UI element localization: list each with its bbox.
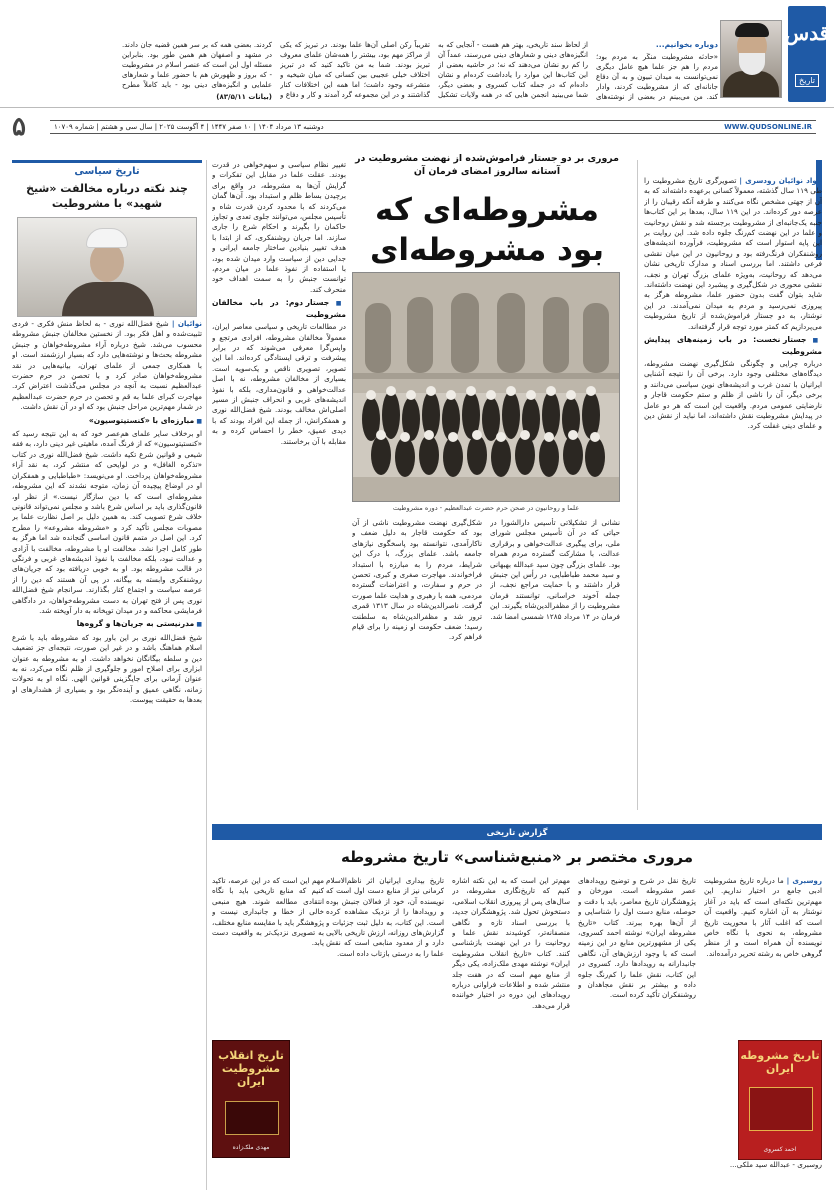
logo-sub: تاریخ: [795, 74, 819, 87]
sidebar-article: [12, 160, 202, 1190]
main-column-photo-left: [490, 518, 620, 808]
sidebar-photo: [17, 217, 197, 317]
sidebar-byline: نوائیان |: [171, 319, 202, 328]
historic-group-photo: [352, 272, 620, 502]
sidebar-subhead-1: ■ مبارزه‌ای با «کنستیتوسیون»: [12, 416, 202, 427]
quote-col-3: تقریباً رکن اصلی آن‌ها علما بودند. در تبریز که یکی از مراکز مهم بود، بیشتر را همه‌شان علمای معروف تبریز بودند. شما به من تاکید کنید که در تبریز اختلاف خیلی عجیبی بین کسانی که میان شیخیه و متشرعه وجود داشت؛ اما همه این اختلافات کنار گذاشتند و در این مجموعه گرد آمدند و کار و دفاع و: [280, 41, 430, 99]
book-cover-malekzadeh: [212, 1040, 290, 1158]
report-byline: روسبری |: [786, 876, 822, 885]
report-column-4: [326, 876, 444, 1176]
book1-title: تاریخ مشروطه ایران: [740, 1049, 820, 1075]
report-paragraph-5: مهم این است که در این عرصه، تاکید کنیم که منابع تاریخی باید با نگاه انتقادی مطالعه شوند. هیچ منبعی خالی از خطا و جانبداری نیست و پژوهشگر باید با مقایسه منابع مختلف، به تصویری نزدیک‌تر به واقعیت دست یابد.: [212, 876, 324, 948]
quote-text: «حادثه مشروطیت منکَر به مردم بود؛ مردم را هم جز علما هیچ عامل دیگری نمی‌توانست به میدان تبیون و به آن دفاع جانانه‌ای که از مشروطیت کردند، وادار کند. من می‌بینم در بعضی از نوشته‌های: [596, 53, 718, 101]
main-byline: جواد نوائیان رودسری |: [739, 176, 822, 185]
report-paragraph-2: تاریخ نقل در شرح و توضیح رویدادهای عصر مشروطه است. مورخان و پژوهشگران تاریخ معاصر، باید با دقت و حوصله، منابع دست اول را شناسایی و از آن‌ها بهره ببرند. کتاب «تاریخ مشروطه ایران» نوشته احمد کسروی، یکی از مشهورترین منابع در این زمینه است که با وجود ارزش‌های آن، نگاهی جانبدارانه به رویدادها دارد. کسروی در این کتاب، نقش علما را کم‌رنگ جلوه داده و بیشتر بر نقش مجاهدان و روشنفکران تأکید کرده است.: [578, 876, 696, 1000]
newspaper-logo[interactable]: [784, 6, 830, 102]
report-column-6: [704, 1160, 822, 1190]
main-paragraph-6: نشانی از تشکیلاتی تأسیس دارالشورا در حیاتی که در آن تأسیس مجلس شورای ملی، برای پیگیری عدالت‌خواهی و برقراری عدالت، با مشارکت گسترده مردم همراه بود. علمای بزرگی چون سید عبدالله بهبهانی و سید محمد طباطبایی، در رأس این جنبش قرار داشتند و با حمایت مراجع نجف، از جمله آخوند خراسانی، توانستند فرمان مشروطیت را از مظفرالدین‌شاه بگیرند. این فرمان در ۱۴ مرداد ۱۲۸۵ شمسی امضا شد.: [490, 518, 620, 621]
dateline-text: دوشنبه ۱۳ مرداد ۱۴۰۴ | ۱۰ صفر ۱۴۴۷ | ۴ آگوست ۲۰۲۵ | سال سی و هشتم | شماره ۱۰۷۰۹: [54, 123, 324, 131]
report-paragraph-3: مهم‌تر این است که به این نکته اشاره کنیم که تاریخ‌نگاری مشروطه، در سال‌های پس از پیروزی انقلاب اسلامی، دستخوش تحول شد. پژوهشگران جدید، با بررسی اسناد تازه و نگاهی منصفانه‌تر، کوشیدند نقش علما و روحانیت را در این نهضت بازشناسی کنند. کتاب «تاریخ انقلاب مشروطیت ایران» نوشته مهدی ملک‌زاده، یکی دیگر از منابع مهم است که در هفت جلد منتشر شده و اطلاعات فراوانی درباره رویدادهای این دوره در اختیار خواننده قرار می‌دهد.: [452, 876, 570, 1010]
main-subhead-2: ■ جستار دوم: در باب مخالفان مشروطیت: [212, 298, 346, 320]
report-column-1: [704, 876, 822, 1040]
sidebar-paragraph-3: شیخ فضل‌الله نوری بر این باور بود که مشروطه باید با شرع اسلام هماهنگ باشد و در غیر این صورت، نتیجه‌ای جز تضعیف دین و سلطه بیگانگان نخواهد داشت. او به مشروطه به عنوان ابزاری برای اصلاح امور و جلوگیری از ظلم نگاه می‌کرد، نه به عنوان آرمانی برای جایگزینی قوانین الهی. نگاه او به تحولات زمانه، نگاهی عمیق و آینده‌نگر بود و بسیاری از هشدارهای او بعدها به حقیقت پیوست.: [12, 632, 202, 705]
main-column-photo-right: [352, 518, 482, 808]
page-number: ۵: [12, 112, 26, 142]
main-subhead-1: ■ جستار نخست: در باب زمینه‌های پیدایش مشروطیت: [644, 335, 822, 357]
main-upper-title: مروری بر دو جستار فراموش‌شده از نهضت مشروطیت در آستانه سالروز امضای فرمان آن: [355, 153, 619, 177]
sidebar-kicker: تاریخ سیاسی: [12, 160, 202, 177]
sidebar-subhead-2: ■ مدرنیستی به جریان‌ها و گروه‌ها: [12, 619, 202, 630]
report-column-3: [452, 876, 570, 1176]
dateline-bar: [50, 120, 816, 134]
report-paragraph-6: روسبری - عبدالله سید ملکی...: [729, 1160, 822, 1169]
main-column-left: [212, 160, 346, 808]
main-column-right: [644, 176, 822, 806]
main-paragraph-1: تصویرگری تاریخ مشروطیت را طی ۱۱۹ سال گذشته، معمولاً کسانی برعهده داشته‌اند که به آن از جهتی مشخص نگاه می‌کنند و طرفه آنکه رقیبان را از عرصه دور کرده‌اند. در این ۱۱۹ سال، بعدها بر این کتاب‌ها جنبه یک‌جانبه‌ای از مشروطیت برجسته شد و نقش روحانیت و علما در این نهضت کم‌رنگ جلوه داده شد. این روایت بر این پایه استوار است که مشروطیت، فرآورده اندیشه‌های روشنفکران فرنگ‌رفته بود و روحانیون در این میان نقشی فرعی داشتند. اما بررسی اسناد و مدارک تاریخی نشان می‌دهد که روحانیت، به‌ویژه علمای بزرگ تهران و نجف، نقشی محوری در شکل‌گیری و پیشبرد این نهضت داشته‌اند. شاید بتوان گفت بدون حضور علما، مشروطه هرگز به پیروزی نمی‌رسید و مردم به میدان نمی‌آمدند. در این نوشتار، به دو جستار فراموش‌شده از تاریخ مشروطیت می‌پردازیم که کمتر مورد توجه قرار گرفته‌اند.: [644, 176, 822, 331]
sidebar-paragraph-2: او برخلاف سایر علمای هم‌عصر خود که به این نتیجه رسید که «کنستیتوسیون» که از فرنگ آمده، ماهیتی غیر دینی دارد، به فقه شیعی و قوانین شرع تکیه داشت. شیخ فضل‌الله نوری در کتاب «تذکره الغافل» و در لوایحی که منتشر کرد، به نقد آراء مشروطه‌خواهان پرداخت. او می‌نویسد: «طباطبایی و همفکران او در اوضاع پیچیده آن زمان، متوجه نشدند که این مشروطه، مشروطه‌ای است که با دین سازگار نیست.» از نظر او، قانون‌گذاری باید بر اساس شرع باشد و مجلس نمی‌تواند قانونی خلاف شرع تصویب کند. به همین دلیل بر اصل نظارت علما بر مصوبات مجلس تأکید کرد و «مشروطه مشروعه» را مطرح کرد. این اصل در متمم قانون اساسی گنجانده شد اما هرگز به طور کامل اجرا نشد. مخالفت او با مشروطه، مخالفت با آزادی و عدالت نبود، بلکه مخالفت با نفوذ اندیشه‌های غربی و فرنگی در قالب مشروطه بود. او به خوبی دریافته بود که جریان‌های روشنفکری وابسته به بیگانه، در پی آن هستند که دین را از عرصه سیاست و اجتماع کنار بگذارند. سرانجام شیخ فضل‌الله نوری پس از فتح تهران به دست مشروطه‌خواهان، در دادگاهی فرمایشی محاکمه و در میدان توپخانه به دار آویخته شد.: [12, 429, 202, 615]
quote-title: دوباره بخوانیم...: [655, 40, 718, 49]
report-paragraph-1: ما درباره تاریخ مشروطیت ادبی جامع در اختیار نداریم. این مهم‌ترین نکته‌ای است که باید در آغاز نوشتار به آن اشاره کنیم. واقعیت آن است که اغلب آثار با محوریت تاریخ مشروطه، به نحوی با نگاه خاص نویسنده آن همراه است و از منظر گروهی خاص به رشته تحریر درآمده‌اند.: [704, 876, 822, 958]
leader-photo: [720, 20, 782, 98]
book-cover-kasravi: [738, 1040, 822, 1160]
photo-caption: علما و روحانیون در صحن حرم حضرت عبدالعظیم - دوره مشروطیت: [392, 504, 580, 512]
report-kicker-bar: گزارش تاریخی: [212, 824, 822, 840]
quote-col-2: از لحاظ سند تاریخی، بهتر هم هست - آنجایی که به انگیزه‌های دینی و شعارهای دینی می‌رسند، عمداً آن را کم رو نشان می‌دهند که نه؛ در حاشیه بعضی از این کتاب‌ها این موارد را یادداشت کرده‌ام و نشان داده‌ام که در جمله کتاب کسروی و بعضی دیگر، شما می‌بینید انجمن هایی که در همه ولایات تشکیل: [438, 41, 588, 99]
main-paragraph-4: در مطالعات تاریخی و سیاسی معاصر ایران، معمولاً مخالفان مشروطه، افرادی مرتجع و واپس‌گرا معرفی می‌شوند که در برابر پیشرفت و ترقی ایستادگی کرده‌اند. اما این تصویر، تصویری ناقص و یک‌سویه است. بسیاری از مخالفان مشروطه، نه با اصل عدالت‌خواهی و قانون‌مداری، بلکه با نفوذ اندیشه‌های غربی و انحراف جنبش از مسیر اصلی‌اش مخالف بودند. شیخ فضل‌الله نوری و همفکرانش، از جمله این افراد بودند که با دیدی عمیق، خطر را احساس کرده و به مقابله با آن برخاستند.: [212, 322, 346, 446]
logo-text: قدس: [784, 20, 830, 45]
top-strip: [0, 0, 834, 108]
main-title[interactable]: مشروطه‌ای که بود مشروطه‌ای: [369, 192, 605, 268]
book1-author: احمد کسروی: [763, 1146, 797, 1153]
quote-source: (بیانات ۸۳/۵/۱۱): [216, 93, 272, 101]
main-paragraph-2: درباره چرایی و چگونگی شکل‌گیری نهضت مشروطه، دیدگاه‌های مختلفی وجود دارد. برخی آن را نتیجه آشنایی ایرانیان با تمدن غرب و اندیشه‌های نوین سیاسی می‌دانند و برخی دیگر، آن را ناشی از ظلم و ستم حکومت قاجار و نارضایتی عمومی مردم. واقعیت این است که هر دو عامل در پیدایش مشروطیت نقش داشته‌اند، اما نباید از نقش دین و علمای دینی غفلت کرد.: [644, 358, 822, 431]
book2-author: مهدی ملک‌زاده: [232, 1144, 270, 1151]
sidebar-title[interactable]: چند نکته درباره مخالفت «شیخ شهید» با مشروطیت: [26, 182, 188, 210]
sidebar-paragraph-1: شیخ فضل‌الله نوری - به لحاظ منش فکری - فردی تثبیت‌شده و اهل فکر بود. از نخستین مخالفان جنبش مشروطه محسوب می‌شد. شیخ درباره آراء مشروطه‌خواهان و جنبش مشروطه بحث‌ها و نوشته‌هایی دارد که بسیار ارزشمند است. او با همکاری جمعی از علمای تهران، بیانیه‌هایی در نقد مشروطه‌خواهان صادر کرد و با تحصن در حرم حضرت عبدالعظیم نسبت به آنچه در مجلس می‌گذشت اعتراض کرد. مهاجرت کبرای علما به قم و تحصن در حرم حضرت عبدالعظیم در شمار مهم‌ترین مراحل جنبش بود که او در آن نقش داشت.: [12, 319, 202, 412]
quote-col-4: کردند. بعضی همه که بر سر همین قضیه جان دادند. در مشهد و اصفهان هم همین طور بود. بنابراین مسئله اول این است که عنصر اسلام در مشروطیت - که بروز و ظهورش هم با حضور علما و شعارهای علمایی و انگیزه‌های دینی بود - باید کاملاً مطرح: [122, 41, 272, 89]
report-column-5: [212, 876, 324, 1036]
report-title[interactable]: مروری مختصر بر «منبع‌شناسی» تاریخ مشروطه: [340, 848, 694, 866]
report-paragraph-4: تاریخ بیداری ایرانیان اثر ناظم‌الاسلام کرمانی نیز از منابع دست اول است که نویسنده آن، خود از فعالان جنبش بوده و رویدادها را از نزدیک مشاهده کرده است. این کتاب، به دلیل ثبت جزئیات و گزارش‌های روزانه، ارزش تاریخی بالایی دارد و از معدود منابعی است که نقش علما را به درستی بازتاب داده است.: [326, 876, 444, 958]
main-paragraph-3: تغییر نظام سیاسی و سهم‌خواهی در قدرت بودند. عقلت علما در مقابل این تفکرات و گرایش آن‌ها به مشروطه، در واقع برای برچیدن بساط ظلم و استبداد بود. آن‌ها گمان می‌کردند که با محدود کردن قدرت شاه و تأسیس مجلس، می‌توانند جلوی تعدی و تجاوز حاکمان را بگیرند و احکام شرع را جاری سازند. اما جریان روشنفکری، که از ابتدا با هدف تغییر بنیادین ساختار جامعه ایرانی و جدایی دین از سیاست وارد میدان شده بود، با استفاده از نفوذ علما در میان مردم، توانست جنبش را به سمت اهداف خود منحرف کند.: [212, 160, 346, 294]
main-paragraph-5: شکل‌گیری نهضت مشروطیت ناشی از آن بود که حکومت قاجار به دلیل ضعف و ناکارآمدی، نتوانسته بود پاسخگوی نیازهای جامعه باشد. علمای بزرگ، با درک این شرایط، مردم را به مبارزه با استبداد فراخواندند. مهاجرت صغری و کبری، تحصن در حرم و سفارت، و اعتراضات گسترده مردمی، همه با رهبری و هدایت علما صورت گرفت. ناصرالدین‌شاه در سال ۱۳۱۳ قمری ترور شد و مظفرالدین‌شاه به سلطنت رسید؛ ضعف حکومت او زمینه را برای قیام فراهم کرد.: [352, 518, 482, 642]
sidebar-body: [12, 319, 202, 1199]
group-photo-illustration: [352, 273, 619, 502]
website-link[interactable]: WWW.QUDSONLINE.IR: [724, 123, 812, 131]
report-column-2: [578, 876, 696, 1176]
book2-title: تاریخ انقلاب مشروطیت ایران: [218, 1049, 284, 1088]
